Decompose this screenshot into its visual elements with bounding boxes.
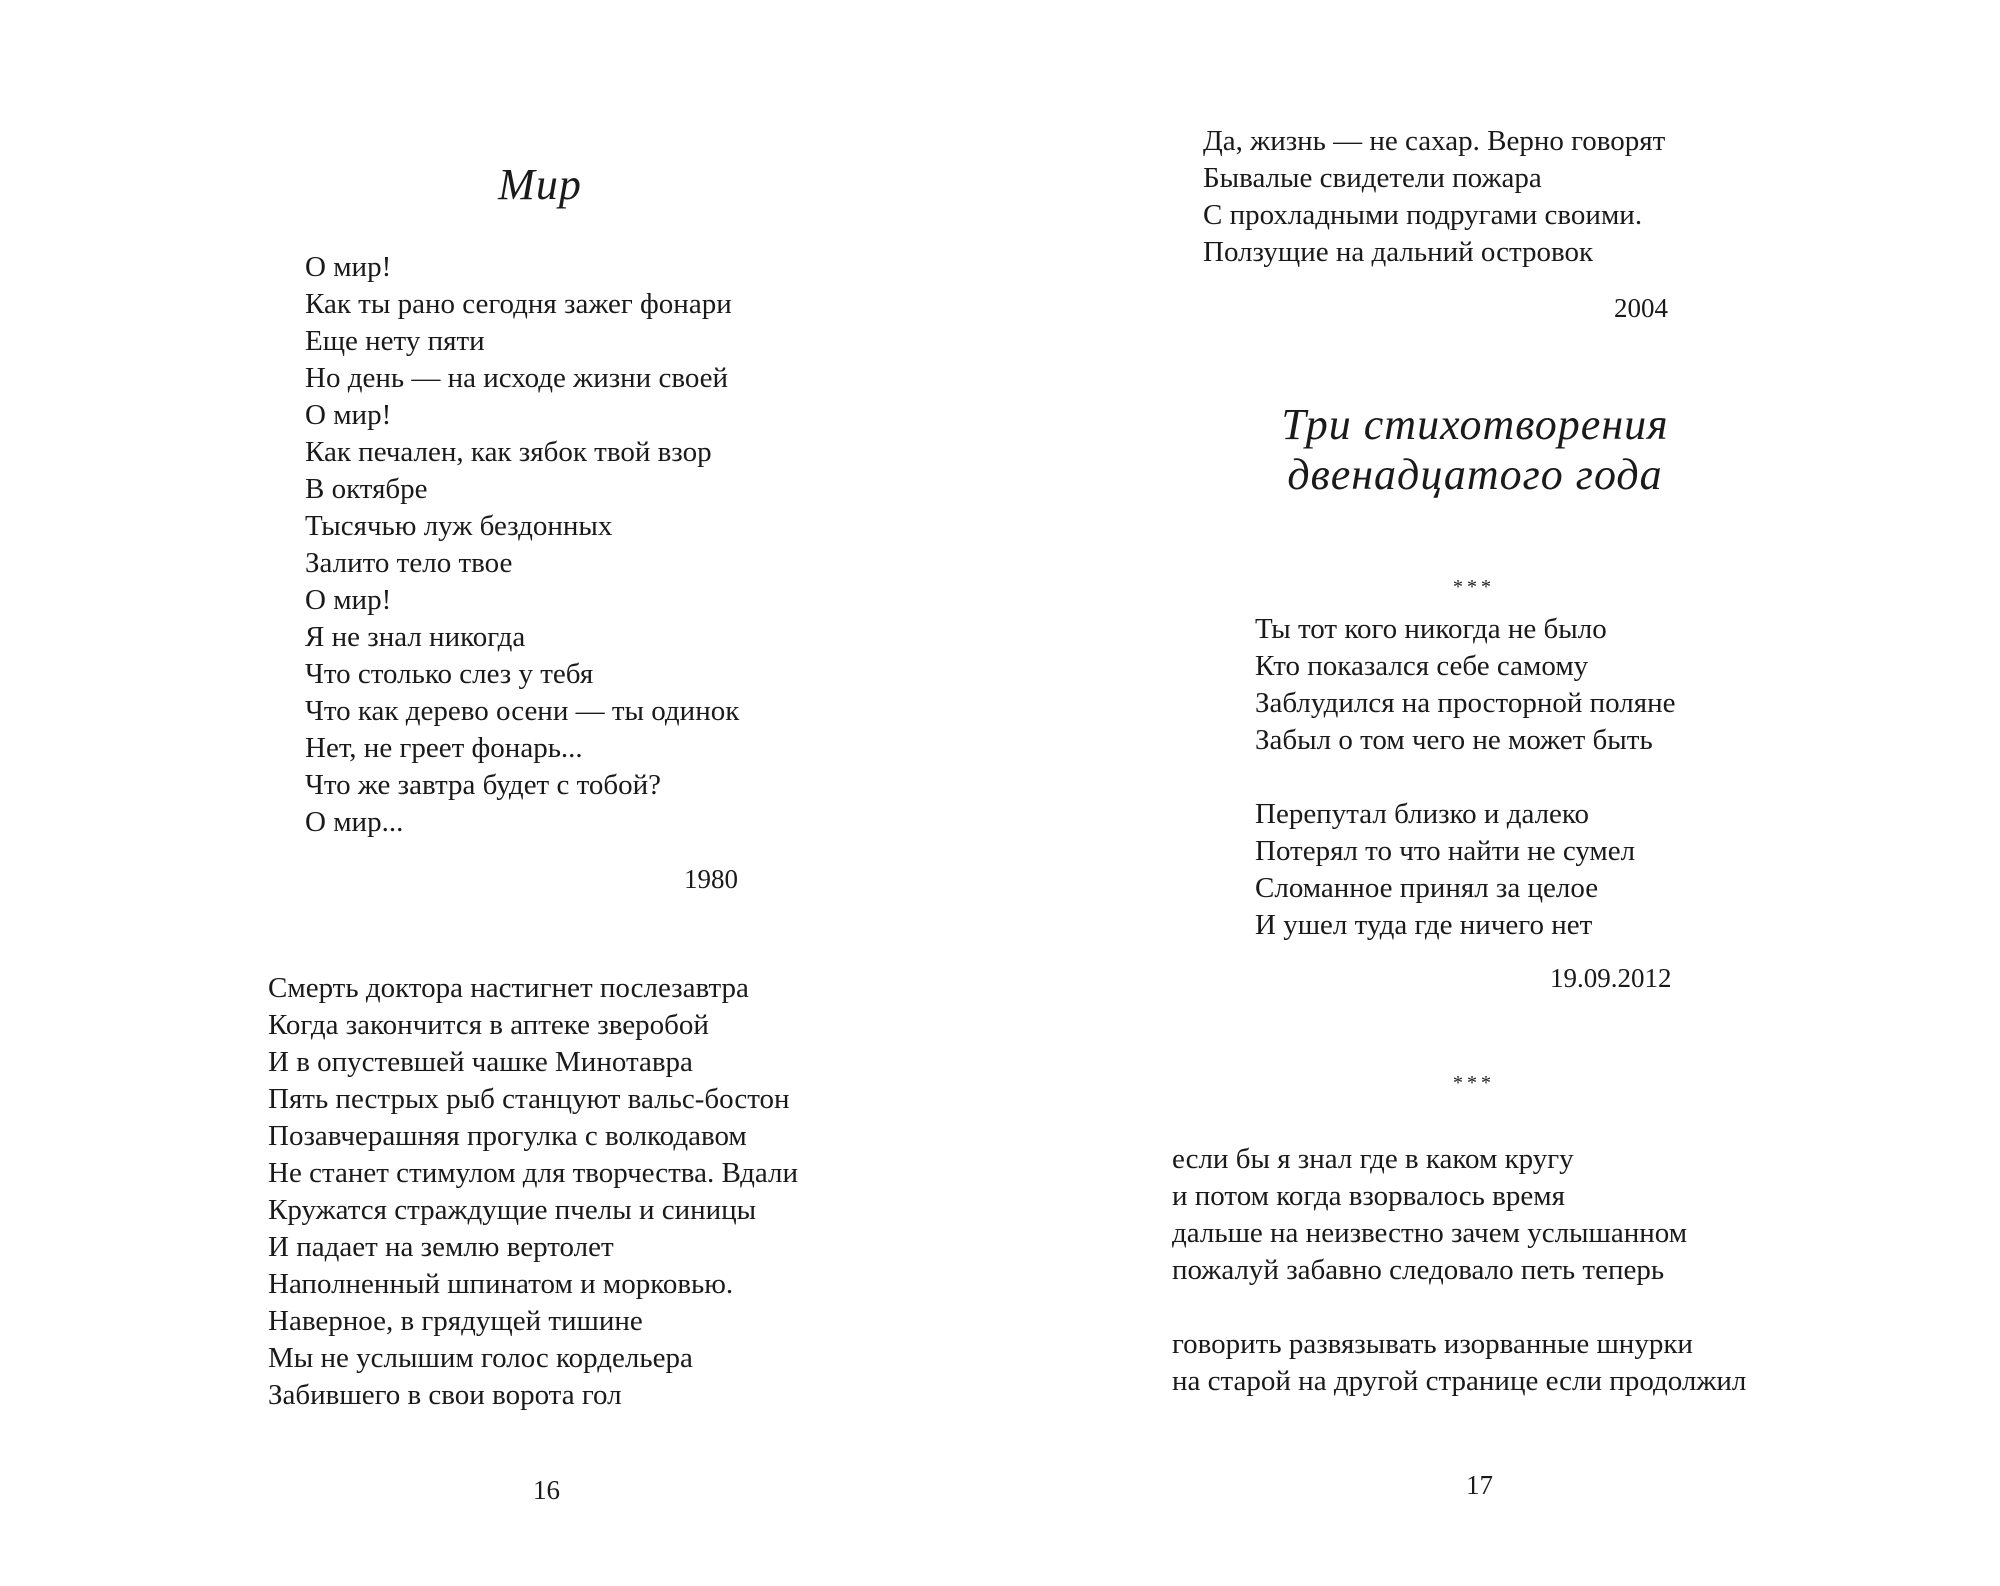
poem-three-body — [1255, 611, 1675, 944]
poem-line: Кто показался себе самому — [1255, 650, 1589, 682]
poem-line: И падает на землю вертолет — [268, 1231, 614, 1263]
poem-line: Как печален, как зябок твой взор — [305, 436, 712, 468]
poem-doctor-body — [268, 970, 798, 1414]
poem-line: Что же завтра будет с тобой? — [305, 769, 662, 801]
poem-line: Мы не услышим голос кордельера — [268, 1342, 693, 1374]
section-title-line: Три стихотворения — [1281, 400, 1669, 449]
poem-line: Еще нету пяти — [305, 325, 485, 357]
poem-line: Смерть доктора настигнет послезавтра — [268, 972, 749, 1004]
poem-mir-body — [305, 249, 739, 841]
stanza-gap — [1172, 1289, 1746, 1326]
poem-line: Наверное, в грядущей тишине — [268, 1305, 643, 1337]
poem-line: О мир! — [305, 399, 392, 431]
poem-continuation-body — [1203, 123, 1665, 271]
poem-line: Что как дерево осени — ты одинок — [305, 695, 740, 727]
poem-line: О мир... — [305, 806, 404, 838]
poem-line: Как ты рано сегодня зажег фонари — [305, 288, 732, 320]
page-number: 16 — [533, 1475, 560, 1505]
poem-line: Пять пестрых рыб станцуют вальс-бостон — [268, 1083, 790, 1115]
poem-line: дальше на неизвестно зачем услышанном — [1172, 1217, 1688, 1249]
poem-line: Заблудился на просторной поляне — [1255, 687, 1676, 719]
poem-line: Да, жизнь — не сахар. Верно говорят — [1203, 125, 1666, 157]
page-number: 17 — [1466, 1470, 1493, 1500]
asterism: *** — [1453, 1072, 1495, 1094]
poem-line: Не станет стимулом для творчества. Вдали — [268, 1157, 798, 1189]
poem-line: Перепутал близко и далеко — [1255, 798, 1590, 830]
poem-line: Кружатся страждущие пчелы и синицы — [268, 1194, 757, 1226]
poem-line: О мир! — [305, 584, 392, 616]
poem-line: если бы я знал где в каком кругу — [1172, 1143, 1574, 1175]
poem-line: Забившего в свои ворота гол — [268, 1379, 622, 1411]
poem-line: Когда закончится в аптеке зверобой — [268, 1009, 709, 1041]
poem-line: Забыл о том чего не может быть — [1255, 724, 1653, 756]
poem-date: 19.09.2012 — [1550, 963, 1672, 993]
section-title — [1250, 400, 1700, 500]
poem-line: говорить развязывать изорванные шнурки — [1172, 1328, 1693, 1360]
poem-line: Наполненный шпинатом и морковью. — [268, 1268, 734, 1300]
poem-line: Что столько слез у тебя — [305, 658, 594, 690]
poem-date: 1980 — [684, 864, 738, 894]
poem-line: Ползущие на дальний островок — [1203, 236, 1594, 268]
poem-line: В октябре — [305, 473, 428, 505]
poem-line: Ты тот кого никогда не было — [1255, 613, 1607, 645]
poem-line: И ушел туда где ничего нет — [1255, 909, 1593, 941]
poem-line: Сломанное принял за целое — [1255, 872, 1599, 904]
poem-line: Но день — на исходе жизни своей — [305, 362, 729, 394]
poem-line: Потерял то что найти не сумел — [1255, 835, 1636, 867]
stanza-gap — [1255, 759, 1675, 796]
poem-line: Залито тело твое — [305, 547, 513, 579]
poem-line: на старой на другой странице если продолжил — [1172, 1365, 1747, 1397]
poem-line: С прохладными подругами своими. — [1203, 199, 1643, 231]
poem-line: Позавчерашняя прогулка с волкодавом — [268, 1120, 747, 1152]
poem-line: и потом когда взорвалось время — [1172, 1180, 1565, 1212]
poem-line: пожалуй забавно следовало петь теперь — [1172, 1254, 1665, 1286]
poem-line: Бывалые свидетели пожара — [1203, 162, 1542, 194]
right-page — [1000, 0, 2000, 1586]
asterism: *** — [1453, 576, 1495, 598]
poem-line: Я не знал никогда — [305, 621, 526, 653]
poem-date: 2004 — [1614, 293, 1668, 323]
poem-four-body — [1172, 1141, 1746, 1400]
poem-line: И в опустевшей чашке Минотавра — [268, 1046, 693, 1078]
poem-title-mir: Мир — [498, 160, 582, 209]
poem-line: Тысячью луж бездонных — [305, 510, 613, 542]
poem-line: О мир! — [305, 251, 392, 283]
poem-line: Нет, не греет фонарь... — [305, 732, 583, 764]
section-title-line: двенадцатого года — [1287, 450, 1663, 499]
